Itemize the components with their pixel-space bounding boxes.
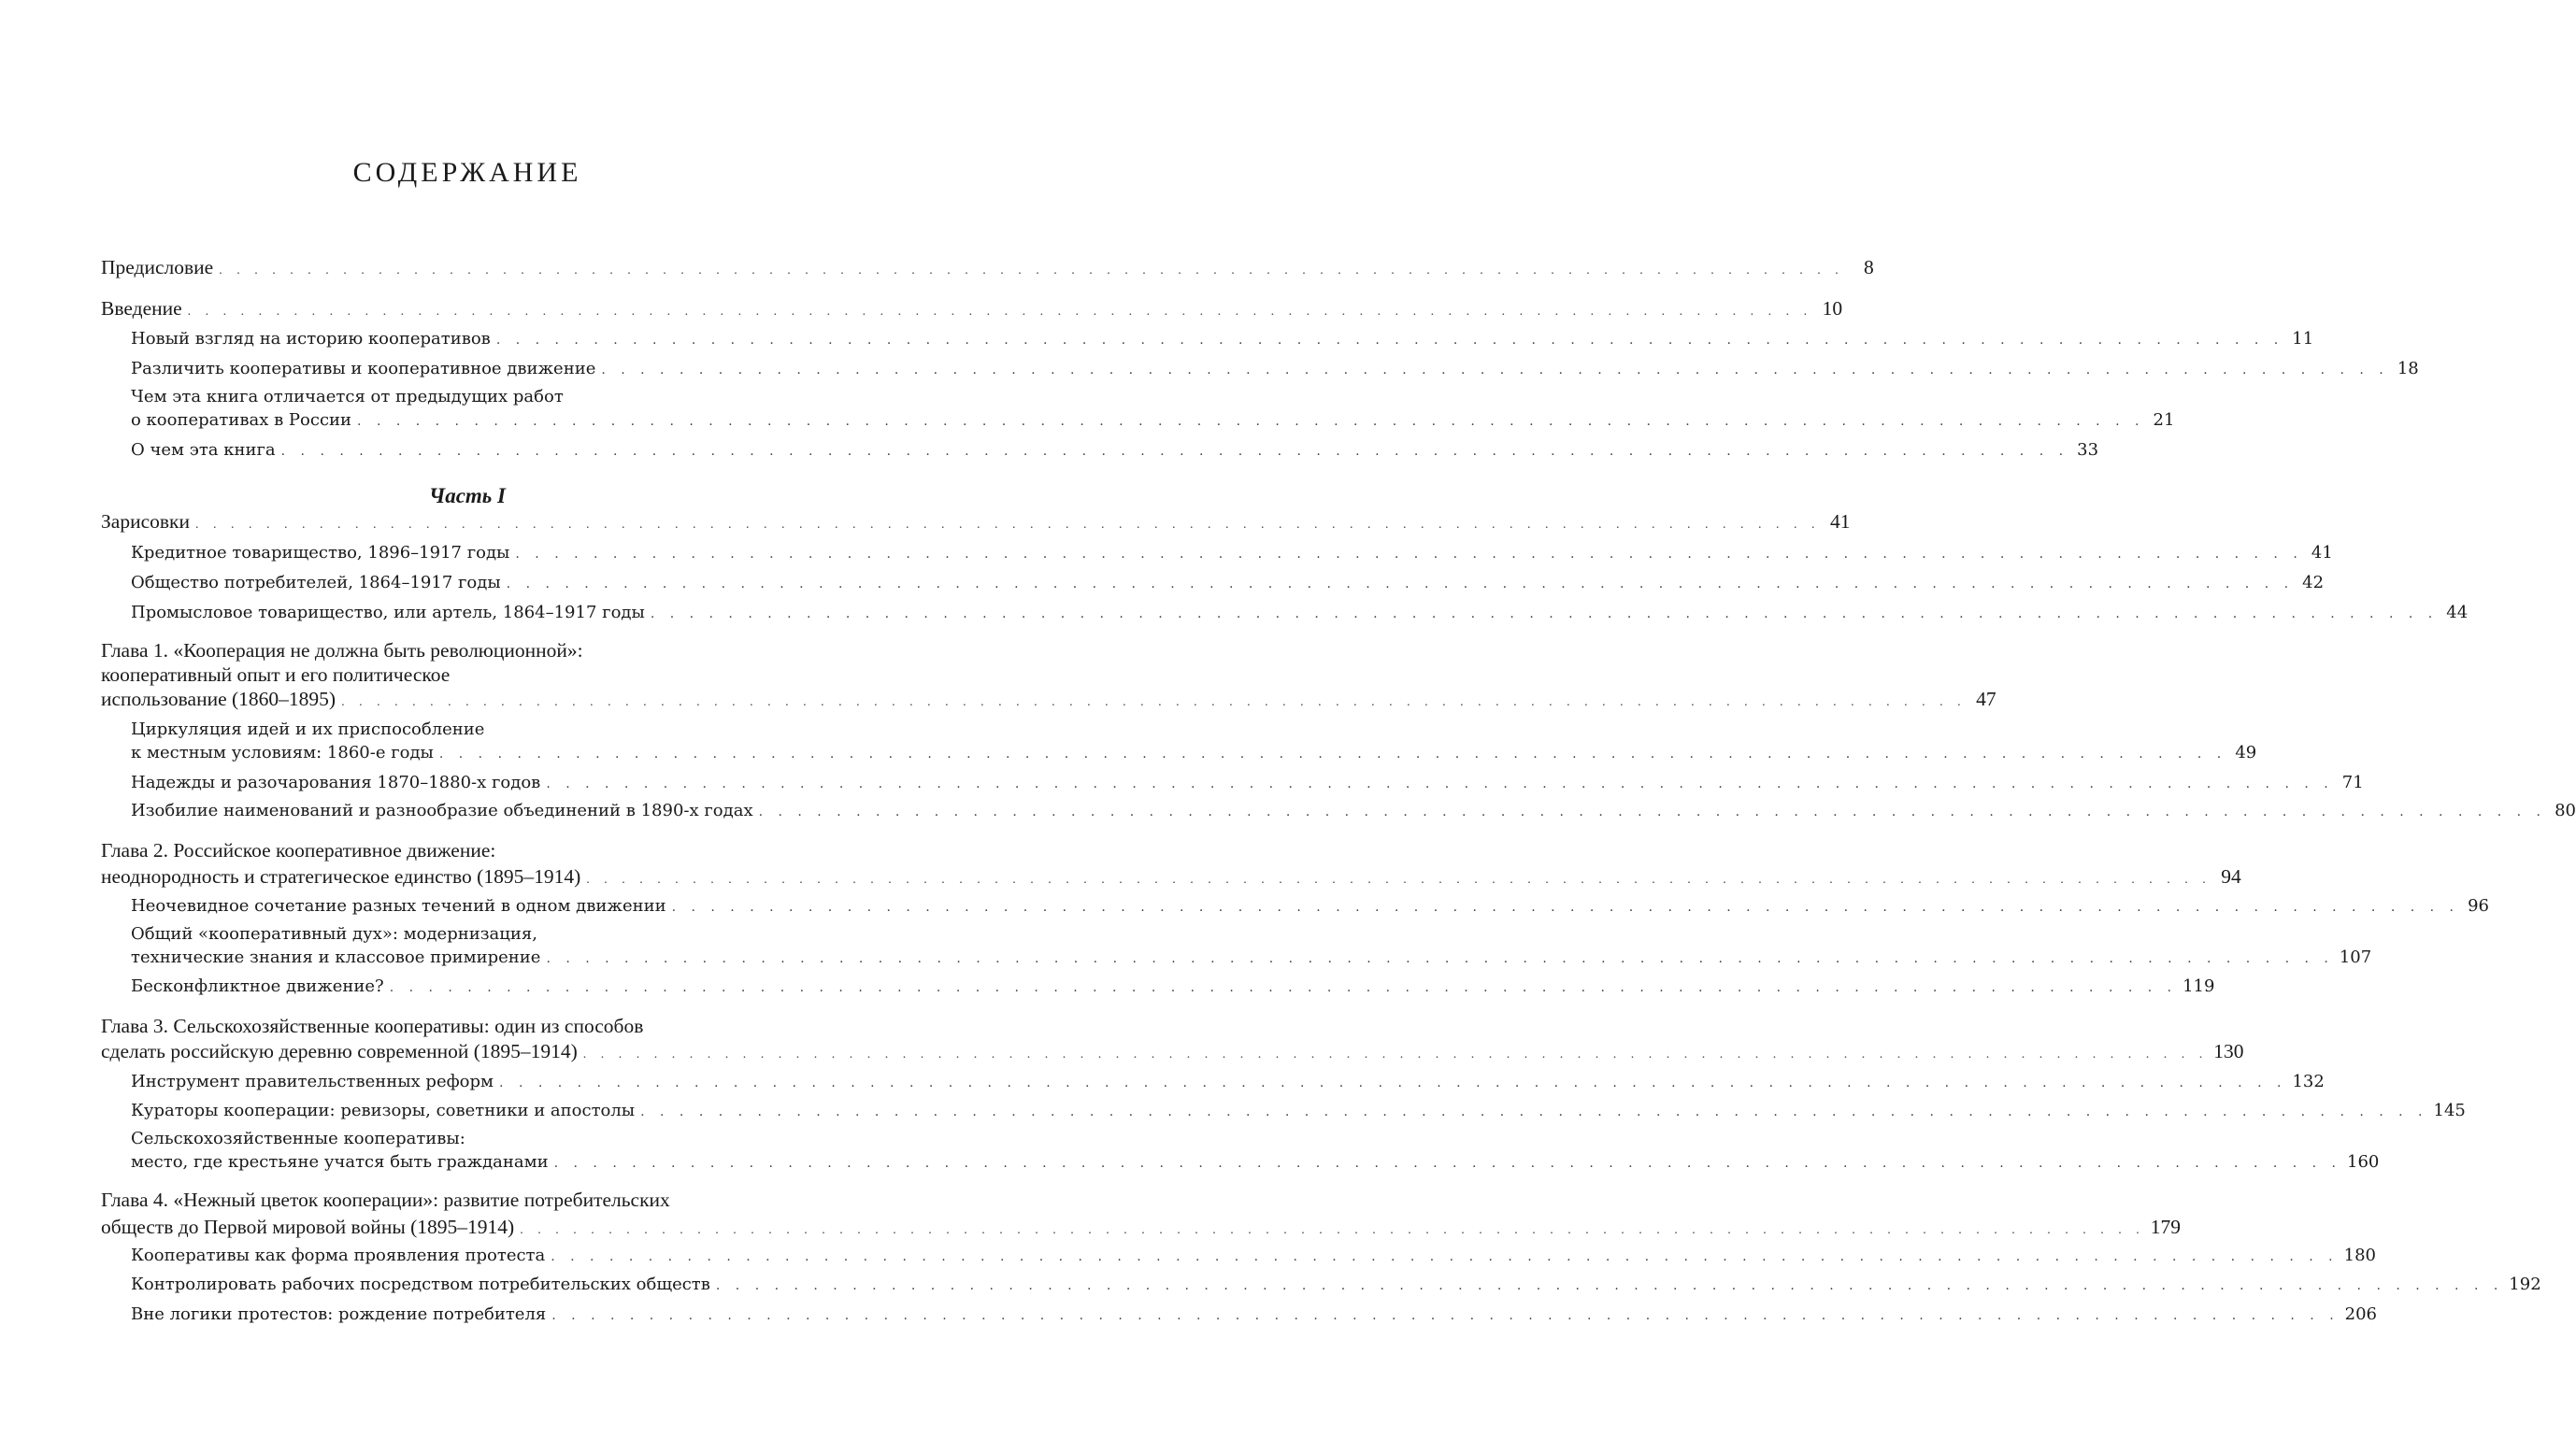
toc-subentry[interactable] xyxy=(131,743,2257,762)
toc-page-number: 8 xyxy=(1863,256,1874,278)
toc-entry-text: Бесконфликтное движение? xyxy=(131,976,384,996)
dot-leader xyxy=(551,1249,2338,1264)
dot-leader xyxy=(551,1308,2339,1323)
toc-entry-text: Кооперативы как форма проявления протеста xyxy=(131,1246,546,1265)
toc-subentry[interactable] xyxy=(131,359,2419,378)
toc-entry-text: сделать российскую деревню современной (1895–1914) xyxy=(101,1040,578,1062)
toc-chapter-1-line[interactable] xyxy=(101,639,802,663)
toc-subentry[interactable] xyxy=(131,1246,2376,1265)
toc-subentry[interactable] xyxy=(131,603,2469,622)
toc-chapter-1[interactable] xyxy=(101,688,1996,711)
toc-page-number: 192 xyxy=(2509,1275,2541,1294)
toc-subentry[interactable] xyxy=(131,1152,2380,1172)
toc-entry-text: Контролировать рабочих посредством потребительских обществ xyxy=(131,1275,710,1294)
toc-subentry-line[interactable] xyxy=(131,387,802,406)
toc-page-number: 80 xyxy=(2555,801,2576,820)
dot-leader xyxy=(439,747,2226,762)
dot-leader xyxy=(640,1104,2427,1119)
toc-subentry[interactable] xyxy=(131,976,2215,996)
toc-chapter-2-line[interactable] xyxy=(101,839,802,862)
toc-entry-text: о кооперативах в России xyxy=(131,410,352,430)
toc-subentry[interactable] xyxy=(131,801,2576,820)
toc-page-number: 71 xyxy=(2341,773,2364,792)
toc-entry-text: Глава 4. «Нежный цветок кооперации»: развитие потребительских xyxy=(101,1189,670,1211)
part-heading: Часть I xyxy=(428,484,507,507)
toc-page-number: 179 xyxy=(2150,1216,2181,1238)
toc-entry-text: неоднородность и стратегическое единство (1895–1914) xyxy=(101,865,581,888)
toc-subentry[interactable] xyxy=(131,1275,2541,1294)
toc-entry-text: Промысловое товарищество, или артель, 1864–1917 годы xyxy=(131,603,645,622)
toc-page-number: 180 xyxy=(2343,1246,2376,1265)
dot-leader xyxy=(496,333,2283,348)
toc-page-number: 132 xyxy=(2292,1072,2325,1091)
toc-page-number: 44 xyxy=(2446,603,2469,622)
dot-leader xyxy=(390,980,2177,995)
dot-leader xyxy=(357,414,2144,429)
toc-chapter-2[interactable] xyxy=(101,865,2241,889)
dot-leader xyxy=(651,606,2438,621)
toc-entry-text: Новый взгляд на историю кооперативов xyxy=(131,329,491,349)
toc-subentry[interactable] xyxy=(131,773,2364,792)
toc-subentry[interactable] xyxy=(131,1304,2378,1324)
toc-page-number: 41 xyxy=(1829,510,1851,533)
toc-chapter-1-line[interactable] xyxy=(101,663,802,687)
toc-page-number: 206 xyxy=(2344,1304,2378,1324)
toc-entry-text: Различить кооперативы и кооперативное движение xyxy=(131,359,596,378)
toc-entry-text: обществ до Первой мировой войны (1895–1914) xyxy=(101,1216,515,1238)
toc-page-number: 33 xyxy=(2077,440,2099,460)
toc-entry-text: Предисловие xyxy=(101,256,214,278)
toc-entry-text: Кредитное товарищество, 1896–1917 годы xyxy=(131,543,510,563)
toc-subentry[interactable] xyxy=(131,329,2314,349)
toc-page-number: 11 xyxy=(2292,329,2314,349)
toc-page-number: 49 xyxy=(2235,743,2257,762)
dot-leader xyxy=(759,805,2546,819)
toc-subentry-line[interactable] xyxy=(131,924,802,944)
toc-page-number: 130 xyxy=(2213,1040,2244,1062)
toc-page-number: 18 xyxy=(2397,359,2419,378)
toc-entry-text: Инструмент правительственных реформ xyxy=(131,1072,494,1091)
toc-entry-text: Кураторы кооперации: ревизоры, советники и апостолы xyxy=(131,1101,636,1120)
toc-page-number: 96 xyxy=(2468,896,2489,916)
toc-subentry[interactable] xyxy=(131,573,2325,592)
toc-subentry[interactable] xyxy=(131,440,2099,460)
toc-entry-text: Общий «кооперативный дух»: модернизация, xyxy=(131,924,537,944)
toc-entry-text: Неочевидное сочетание разных течений в одном движении xyxy=(131,896,666,916)
toc-entry-text: Общество потребителей, 1864–1917 годы xyxy=(131,573,501,592)
toc-entry-text: использование (1860–1895) xyxy=(101,688,336,710)
toc-entry-text: Чем эта книга отличается от предыдущих работ xyxy=(131,387,564,406)
dot-leader xyxy=(515,547,2302,562)
dot-leader xyxy=(546,951,2333,966)
toc-entry-text: кооперативный опыт и его политическое xyxy=(101,663,451,686)
toc-entry-text: Сельскохозяйственные кооперативы: xyxy=(131,1129,465,1148)
toc-subentry[interactable] xyxy=(131,896,2489,916)
toc-entry-text: Глава 2. Российское кооперативное движение: xyxy=(101,839,496,862)
dot-leader xyxy=(507,577,2294,591)
toc-entry-text: Циркуляция идей и их приспособление xyxy=(131,720,485,739)
toc-page-number: 42 xyxy=(2302,573,2325,592)
toc-subentry[interactable] xyxy=(131,543,2333,563)
dot-leader xyxy=(583,1047,2209,1062)
toc-chapter-4[interactable] xyxy=(101,1216,2181,1239)
page-title: СОДЕРЖАНИЕ xyxy=(352,157,582,188)
toc-page-number: 47 xyxy=(1976,688,1996,710)
dot-leader xyxy=(554,1156,2341,1171)
toc-entry-sketches[interactable] xyxy=(101,510,1851,534)
toc-chapter-4-line[interactable] xyxy=(101,1189,802,1212)
toc-entry-text: Изобилие наименований и разнообразие объединений в 1890-х годах xyxy=(131,801,753,820)
dot-leader xyxy=(219,264,1844,278)
toc-entry-text: О чем эта книга xyxy=(131,440,276,460)
toc-entry-text: Глава 1. «Кооперация не должна быть революционной»: xyxy=(101,639,583,662)
dot-leader xyxy=(520,1223,2145,1238)
toc-entry-intro[interactable] xyxy=(101,297,1843,321)
toc-subentry[interactable] xyxy=(131,947,2372,967)
toc-page-number: 41 xyxy=(2311,543,2333,563)
dot-leader xyxy=(281,444,2068,459)
dot-leader xyxy=(341,695,1967,710)
dot-leader xyxy=(195,518,1821,533)
dot-leader xyxy=(716,1278,2503,1293)
dot-leader xyxy=(188,305,1813,320)
dot-leader xyxy=(586,873,2211,888)
toc-subentry-line[interactable] xyxy=(131,1129,802,1148)
toc-page-number: 119 xyxy=(2182,976,2215,996)
dot-leader xyxy=(601,363,2388,378)
toc-page-number: 94 xyxy=(2221,865,2241,888)
toc-page-number: 160 xyxy=(2347,1152,2380,1172)
toc-entry-text: к местным условиям: 1860-е годы xyxy=(131,743,434,762)
toc-entry-text: Вне логики протестов: рождение потребителя xyxy=(131,1304,547,1324)
toc-subentry[interactable] xyxy=(131,1101,2466,1120)
toc-entry-text: технические знания и классовое примирение xyxy=(131,947,541,967)
toc-subentry[interactable] xyxy=(131,1072,2325,1091)
toc-chapter-3[interactable] xyxy=(101,1040,2244,1063)
toc-page-number: 145 xyxy=(2433,1101,2466,1120)
toc-subentry[interactable] xyxy=(131,410,2175,430)
toc-subentry-line[interactable] xyxy=(131,720,802,739)
toc-entry-preface[interactable] xyxy=(101,256,1874,279)
toc-entry-text: Глава 3. Сельскохозяйственные кооперативы: один из способов xyxy=(101,1015,644,1037)
toc-page-number: 21 xyxy=(2153,410,2175,430)
toc-entry-text: Зарисовки xyxy=(101,510,190,533)
toc-entry-text: Введение xyxy=(101,297,182,320)
dot-leader xyxy=(672,900,2459,915)
dot-leader xyxy=(546,776,2333,791)
toc-page-number: 107 xyxy=(2339,947,2372,967)
toc-chapter-3-line[interactable] xyxy=(101,1015,802,1038)
toc-entry-text: Надежды и разочарования 1870–1880-х годов xyxy=(131,773,541,792)
dot-leader xyxy=(499,1076,2286,1090)
toc-entry-text: место, где крестьяне учатся быть гражданами xyxy=(131,1152,549,1172)
toc-page-number: 10 xyxy=(1822,297,1843,320)
